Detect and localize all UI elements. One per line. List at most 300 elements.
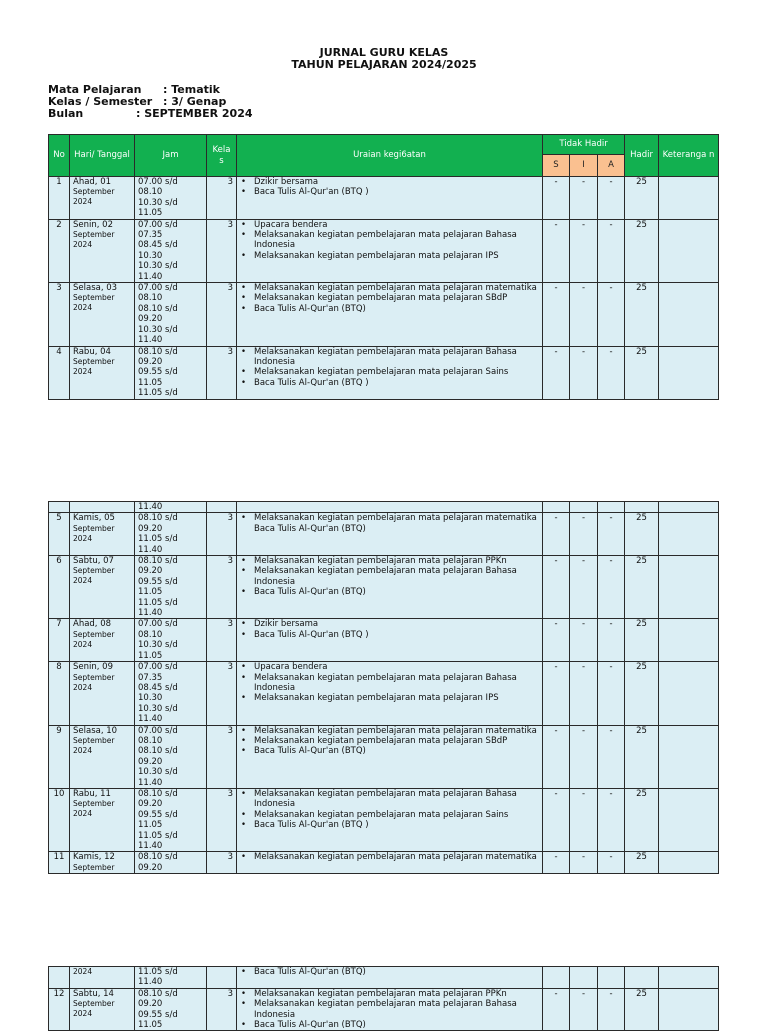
row-absent-a: - bbox=[598, 852, 625, 874]
row-absent-s bbox=[543, 502, 570, 513]
activity-item: Baca Tulis Al-Qur'an (BTQ) bbox=[254, 523, 366, 534]
time-line: 08.10 bbox=[138, 187, 163, 198]
activity-item: • Melaksanakan kegiatan pembelajaran mata pelajaran Bahasa Indonesia bbox=[240, 347, 539, 368]
row-time bbox=[135, 988, 207, 1031]
time-line: 08.10 s/d bbox=[138, 788, 178, 799]
row-day-date bbox=[70, 177, 135, 220]
time-line: 10.30 bbox=[138, 250, 163, 261]
time-line: 09.55 s/d bbox=[138, 367, 178, 378]
time-line: 07.00 s/d bbox=[138, 662, 178, 673]
row-absent-i: - bbox=[570, 725, 598, 788]
row-time bbox=[135, 283, 207, 346]
col-day-date-header: Hari/ Tanggal bbox=[70, 135, 135, 177]
row-day-date bbox=[70, 219, 135, 282]
activity-item: • Dzikir bersama bbox=[240, 619, 539, 629]
col-time-header: Jam bbox=[135, 135, 207, 177]
row-absent-i: - bbox=[570, 556, 598, 619]
row-activities bbox=[237, 852, 543, 874]
activity-list bbox=[240, 789, 539, 831]
journal-title: JURNAL GURU KELAS bbox=[319, 46, 449, 59]
row-day-date bbox=[70, 619, 135, 662]
meta-subject-label: Mata Pelajaran bbox=[48, 83, 142, 96]
time-line: 10.30 s/d bbox=[138, 324, 178, 335]
activity-list bbox=[240, 220, 539, 262]
row-notes bbox=[659, 619, 719, 662]
activity-item: • Melaksanakan kegiatan pembelajaran mata pelajaran Bahasa Indonesia bbox=[240, 789, 539, 810]
row-notes bbox=[659, 219, 719, 282]
row-absent-s: - bbox=[543, 283, 570, 346]
col-no-header: No bbox=[49, 135, 70, 177]
activity-list bbox=[240, 662, 539, 704]
row-month: September bbox=[73, 672, 115, 682]
table-row bbox=[49, 502, 719, 513]
row-notes bbox=[659, 177, 719, 220]
row-absent-s: - bbox=[543, 725, 570, 788]
row-absent-i: - bbox=[570, 852, 598, 874]
row-absent-s: - bbox=[543, 788, 570, 851]
activity-list bbox=[240, 283, 539, 314]
row-day: Selasa, 03 bbox=[73, 283, 118, 294]
school-year-title: TAHUN PELAJARAN 2024/2025 bbox=[291, 58, 477, 71]
activity-item: • Baca Tulis Al-Qur'an (BTQ) bbox=[240, 1020, 539, 1030]
time-line: 10.30 bbox=[138, 693, 163, 704]
row-time bbox=[135, 852, 207, 874]
activity-list bbox=[240, 347, 539, 389]
time-line: 08.10 s/d bbox=[138, 988, 178, 999]
row-day-date bbox=[70, 556, 135, 619]
row-absent-a: - bbox=[598, 662, 625, 725]
row-class: 3 bbox=[207, 788, 237, 851]
row-notes bbox=[659, 788, 719, 851]
row-absent-a bbox=[598, 967, 625, 989]
time-line: 08.10 bbox=[138, 735, 163, 746]
time-line: 09.20 bbox=[138, 799, 163, 810]
activity-item: • Melaksanakan kegiatan pembelajaran mata pelajaran SBdP bbox=[240, 293, 539, 303]
row-day-date bbox=[70, 725, 135, 788]
row-time bbox=[135, 967, 207, 989]
row-class: 3 bbox=[207, 283, 237, 346]
activity-item: • Melaksanakan kegiatan pembelajaran mata pelajaran SBdP bbox=[240, 736, 539, 746]
row-month: September bbox=[73, 735, 115, 745]
activity-item: • Baca Tulis Al-Qur'an (BTQ ) bbox=[240, 630, 539, 640]
row-day-date bbox=[70, 852, 135, 874]
row-day: Selasa, 10 bbox=[73, 725, 118, 736]
row-class bbox=[207, 967, 237, 989]
meta-class-label: Kelas / Semester bbox=[48, 95, 153, 108]
table-row bbox=[49, 283, 719, 346]
row-day-date bbox=[70, 662, 135, 725]
row-number: 9 bbox=[49, 725, 70, 788]
time-line: 07.00 s/d bbox=[138, 283, 178, 294]
meta-class-value: : 3/ Genap bbox=[163, 95, 227, 108]
row-activities bbox=[237, 556, 543, 619]
row-activities bbox=[237, 619, 543, 662]
time-line: 11.05 bbox=[138, 650, 163, 661]
time-line: 10.30 s/d bbox=[138, 703, 178, 714]
time-line: 09.55 s/d bbox=[138, 576, 178, 587]
table-row bbox=[49, 662, 719, 725]
col-absent-a-header: A bbox=[598, 155, 625, 177]
activity-item: • Melaksanakan kegiatan pembelajaran mata pelajaran PPKn bbox=[240, 989, 539, 999]
row-absent-a: - bbox=[598, 177, 625, 220]
activity-item: • Baca Tulis Al-Qur'an (BTQ ) bbox=[240, 378, 539, 388]
time-line: 08.10 bbox=[138, 293, 163, 304]
row-number: 2 bbox=[49, 219, 70, 282]
time-line: 09.20 bbox=[138, 862, 163, 873]
row-absent-s: - bbox=[543, 219, 570, 282]
row-absent-a: - bbox=[598, 219, 625, 282]
row-day-date bbox=[70, 513, 135, 556]
time-line: 08.10 s/d bbox=[138, 746, 178, 757]
journal-table-page-3 bbox=[48, 966, 719, 1031]
row-class: 3 bbox=[207, 346, 237, 399]
activity-item: • Melaksanakan kegiatan pembelajaran mata pelajaran Bahasa Indonesia bbox=[240, 673, 539, 694]
row-number bbox=[49, 502, 70, 513]
time-line: 07.00 s/d bbox=[138, 619, 178, 630]
row-activities bbox=[237, 513, 543, 556]
row-number: 6 bbox=[49, 556, 70, 619]
row-activities bbox=[237, 967, 543, 989]
time-line: 09.20 bbox=[138, 566, 163, 577]
row-year: 2024 bbox=[73, 303, 93, 313]
row-absent-a: - bbox=[598, 513, 625, 556]
row-notes bbox=[659, 502, 719, 513]
time-line: 11.05 bbox=[138, 1020, 163, 1031]
time-line: 07.35 bbox=[138, 672, 163, 683]
row-month: September bbox=[73, 566, 115, 576]
row-year: 2024 bbox=[73, 366, 93, 376]
row-time bbox=[135, 662, 207, 725]
row-day: Ahad, 01 bbox=[73, 177, 112, 187]
row-notes bbox=[659, 662, 719, 725]
row-present-count bbox=[625, 967, 659, 989]
row-number: 7 bbox=[49, 619, 70, 662]
row-activities bbox=[237, 177, 543, 220]
row-day: Sabtu, 14 bbox=[73, 988, 114, 999]
row-absent-s: - bbox=[543, 513, 570, 556]
row-present-count: 25 bbox=[625, 725, 659, 788]
row-activities bbox=[237, 346, 543, 399]
activity-list bbox=[240, 726, 539, 757]
row-number: 1 bbox=[49, 177, 70, 220]
activity-list bbox=[240, 852, 539, 862]
row-number: 12 bbox=[49, 988, 70, 1031]
time-line: 07.00 s/d bbox=[138, 219, 178, 230]
row-absent-i: - bbox=[570, 988, 598, 1031]
row-notes bbox=[659, 725, 719, 788]
row-time bbox=[135, 619, 207, 662]
time-line: 11.40 bbox=[138, 335, 163, 346]
row-class: 3 bbox=[207, 619, 237, 662]
row-absent-s: - bbox=[543, 177, 570, 220]
row-day: Rabu, 11 bbox=[73, 788, 111, 799]
col-class-header: Kela s bbox=[207, 135, 237, 177]
time-line: 10.30 s/d bbox=[138, 261, 178, 272]
row-present-count: 25 bbox=[625, 788, 659, 851]
row-number: 4 bbox=[49, 346, 70, 399]
row-present-count: 25 bbox=[625, 283, 659, 346]
row-time bbox=[135, 556, 207, 619]
row-absent-s: - bbox=[543, 619, 570, 662]
col-permit-header: I bbox=[570, 155, 598, 177]
meta-month-value: : SEPTEMBER 2024 bbox=[136, 107, 253, 120]
row-notes bbox=[659, 967, 719, 989]
activity-item: • Upacara bendera bbox=[240, 220, 539, 230]
time-line: 09.20 bbox=[138, 356, 163, 367]
journal-table-page-2 bbox=[48, 501, 719, 874]
row-absent-s: - bbox=[543, 662, 570, 725]
time-line: 11.40 bbox=[138, 714, 163, 725]
row-absent-i: - bbox=[570, 513, 598, 556]
row-activities bbox=[237, 283, 543, 346]
time-line: 09.55 s/d bbox=[138, 809, 178, 820]
time-line: 07.00 s/d bbox=[138, 177, 178, 187]
table-row bbox=[49, 177, 719, 220]
activity-list bbox=[240, 967, 539, 977]
time-line: 09.20 bbox=[138, 523, 163, 534]
activity-item: • Melaksanakan kegiatan pembelajaran mata pelajaran IPS bbox=[240, 693, 539, 703]
row-absent-i: - bbox=[570, 346, 598, 399]
col-notes-header: Keteranga n bbox=[659, 135, 719, 177]
time-line: 08.45 s/d bbox=[138, 682, 178, 693]
time-line: 11.40 bbox=[138, 271, 163, 282]
activity-item: • Dzikir bersama bbox=[240, 177, 539, 187]
row-present-count: 25 bbox=[625, 556, 659, 619]
row-present-count: 25 bbox=[625, 852, 659, 874]
row-month: September bbox=[73, 523, 115, 533]
row-month: September bbox=[73, 999, 115, 1009]
row-year: 2024 bbox=[73, 533, 93, 543]
time-line: 08.10 s/d bbox=[138, 852, 178, 863]
row-notes bbox=[659, 283, 719, 346]
row-absent-a: - bbox=[598, 988, 625, 1031]
col-absent-header: Tidak Hadir bbox=[543, 135, 625, 155]
row-absent-i bbox=[570, 502, 598, 513]
row-activities bbox=[237, 219, 543, 282]
meta-subject-value: : Tematik bbox=[163, 83, 220, 96]
time-line: 08.10 bbox=[138, 629, 163, 640]
row-notes bbox=[659, 346, 719, 399]
row-absent-a: - bbox=[598, 619, 625, 662]
journal-table-page-1 bbox=[48, 134, 719, 400]
row-absent-i: - bbox=[570, 177, 598, 220]
activity-item: • Baca Tulis Al-Qur'an (BTQ ) bbox=[240, 187, 539, 197]
time-line: 11.05 s/d bbox=[138, 967, 178, 977]
row-day: Kamis, 05 bbox=[73, 513, 115, 524]
row-time bbox=[135, 788, 207, 851]
row-present-count: 25 bbox=[625, 513, 659, 556]
row-month: September bbox=[73, 629, 115, 639]
time-line: 10.30 s/d bbox=[138, 767, 178, 778]
activity-list bbox=[240, 513, 539, 534]
col-present-header: Hadir bbox=[625, 135, 659, 177]
row-absent-s: - bbox=[543, 556, 570, 619]
row-day-date bbox=[70, 283, 135, 346]
row-absent-s bbox=[543, 967, 570, 989]
time-line: 07.35 bbox=[138, 230, 163, 241]
row-notes bbox=[659, 852, 719, 874]
table-row bbox=[49, 513, 719, 556]
row-activities bbox=[237, 725, 543, 788]
row-class: 3 bbox=[207, 513, 237, 556]
row-class bbox=[207, 502, 237, 513]
activity-item: • Melaksanakan kegiatan pembelajaran mata pelajaran matematika bbox=[240, 283, 539, 293]
time-line: 11.40 bbox=[138, 977, 163, 988]
time-line: 08.10 s/d bbox=[138, 556, 178, 567]
row-day: Kamis, 12 bbox=[73, 852, 115, 863]
time-line: 07.00 s/d bbox=[138, 725, 178, 736]
time-line: 09.20 bbox=[138, 999, 163, 1010]
time-line: 11.05 bbox=[138, 208, 163, 219]
time-line: 10.30 s/d bbox=[138, 640, 178, 651]
row-time bbox=[135, 346, 207, 399]
time-line: 11.05 s/d bbox=[138, 388, 178, 399]
activity-item: • Upacara bendera bbox=[240, 662, 539, 672]
activity-list bbox=[240, 556, 539, 598]
activity-item: • Melaksanakan kegiatan pembelajaran mata pelajaran matematika bbox=[240, 852, 539, 862]
row-day: Senin, 09 bbox=[73, 662, 113, 673]
time-line: 11.40 bbox=[138, 841, 163, 851]
activity-item: • Melaksanakan kegiatan pembelajaran mata pelajaran Sains bbox=[240, 367, 539, 377]
row-month: September bbox=[73, 230, 115, 240]
row-absent-a: - bbox=[598, 725, 625, 788]
row-number: 11 bbox=[49, 852, 70, 874]
row-year: 2024 bbox=[73, 745, 93, 755]
row-absent-i: - bbox=[570, 619, 598, 662]
activity-item: • Melaksanakan kegiatan pembelajaran mata pelajaran IPS bbox=[240, 251, 539, 261]
activity-item: • Melaksanakan kegiatan pembelajaran mata pelajaran Bahasa Indonesia bbox=[240, 566, 539, 587]
time-line: 11.40 bbox=[138, 777, 163, 788]
row-present-count bbox=[625, 502, 659, 513]
row-present-count: 25 bbox=[625, 219, 659, 282]
time-line: 11.05 s/d bbox=[138, 534, 178, 545]
row-number: 10 bbox=[49, 788, 70, 851]
row-month: September bbox=[73, 356, 115, 366]
time-line: 09.55 s/d bbox=[138, 1009, 178, 1020]
row-class: 3 bbox=[207, 852, 237, 874]
table-row bbox=[49, 725, 719, 788]
activity-item: • Baca Tulis Al-Qur'an (BTQ) bbox=[240, 587, 539, 597]
row-number: 3 bbox=[49, 283, 70, 346]
row-year: 2024 bbox=[73, 576, 93, 586]
row-class: 3 bbox=[207, 556, 237, 619]
row-time bbox=[135, 502, 207, 513]
row-day-date bbox=[70, 788, 135, 851]
activity-item: • Melaksanakan kegiatan pembelajaran mata pelajaran PPKn bbox=[240, 556, 539, 566]
time-line: 08.10 s/d bbox=[138, 346, 178, 357]
time-line: 11.40 bbox=[138, 502, 163, 512]
row-day-date bbox=[70, 967, 135, 989]
activity-item: • Baca Tulis Al-Qur'an (BTQ) bbox=[240, 746, 539, 756]
row-activities bbox=[237, 788, 543, 851]
col-activity-header: Uraian kegi6atan bbox=[237, 135, 543, 177]
row-activities bbox=[237, 502, 543, 513]
row-number: 5 bbox=[49, 513, 70, 556]
row-present-count: 25 bbox=[625, 346, 659, 399]
table-row bbox=[49, 619, 719, 662]
row-class: 3 bbox=[207, 177, 237, 220]
row-year: 2024 bbox=[73, 809, 93, 819]
table-row bbox=[49, 219, 719, 282]
row-absent-a: - bbox=[598, 346, 625, 399]
row-absent-i: - bbox=[570, 788, 598, 851]
time-line: 08.10 s/d bbox=[138, 513, 178, 524]
time-line: 10.30 s/d bbox=[138, 197, 178, 208]
row-present-count: 25 bbox=[625, 177, 659, 220]
row-class: 3 bbox=[207, 662, 237, 725]
row-absent-i: - bbox=[570, 219, 598, 282]
row-absent-a: - bbox=[598, 788, 625, 851]
time-line: 11.05 s/d bbox=[138, 830, 178, 841]
time-line: 11.05 bbox=[138, 820, 163, 831]
row-month: September bbox=[73, 799, 115, 809]
activity-list bbox=[240, 177, 539, 198]
row-time bbox=[135, 219, 207, 282]
time-line: 08.10 s/d bbox=[138, 303, 178, 314]
row-year: 2024 bbox=[73, 1009, 93, 1019]
row-year: 2024 bbox=[73, 967, 93, 976]
row-number: 8 bbox=[49, 662, 70, 725]
row-year: 2024 bbox=[73, 682, 93, 692]
table-row bbox=[49, 852, 719, 874]
row-absent-a: - bbox=[598, 556, 625, 619]
activity-item: • Melaksanakan kegiatan pembelajaran mata pelajaran Sains bbox=[240, 810, 539, 820]
row-class: 3 bbox=[207, 988, 237, 1031]
row-month: September bbox=[73, 862, 115, 872]
time-line: 11.05 s/d bbox=[138, 597, 178, 608]
row-day: Ahad, 08 bbox=[73, 619, 112, 630]
time-line: 11.05 bbox=[138, 587, 163, 598]
row-present-count: 25 bbox=[625, 662, 659, 725]
row-time bbox=[135, 177, 207, 220]
row-absent-a bbox=[598, 502, 625, 513]
row-notes bbox=[659, 556, 719, 619]
row-notes bbox=[659, 513, 719, 556]
row-number bbox=[49, 967, 70, 989]
activity-item: • Melaksanakan kegiatan pembelajaran mata pelajaran matematika bbox=[240, 513, 539, 523]
activity-list bbox=[240, 619, 539, 640]
row-year: 2024 bbox=[73, 639, 93, 649]
activity-item: • Melaksanakan kegiatan pembelajaran mata pelajaran Bahasa Indonesia bbox=[240, 230, 539, 251]
row-absent-s: - bbox=[543, 346, 570, 399]
row-year: 2024 bbox=[73, 240, 93, 250]
row-day-date bbox=[70, 502, 135, 513]
time-line: 09.20 bbox=[138, 314, 163, 325]
row-present-count: 25 bbox=[625, 988, 659, 1031]
row-activities bbox=[237, 662, 543, 725]
row-absent-i: - bbox=[570, 662, 598, 725]
row-notes bbox=[659, 988, 719, 1031]
row-day-date bbox=[70, 988, 135, 1031]
row-present-count: 25 bbox=[625, 619, 659, 662]
table-row bbox=[49, 788, 719, 851]
row-day: Senin, 02 bbox=[73, 219, 113, 230]
time-line: 08.45 s/d bbox=[138, 240, 178, 251]
row-absent-s: - bbox=[543, 988, 570, 1031]
table-row bbox=[49, 967, 719, 989]
row-month: September bbox=[73, 293, 115, 303]
col-sick-header: S bbox=[543, 155, 570, 177]
row-absent-s: - bbox=[543, 852, 570, 874]
time-line: 09.20 bbox=[138, 756, 163, 767]
activity-item: • Melaksanakan kegiatan pembelajaran mata pelajaran matematika bbox=[240, 726, 539, 736]
row-day: Rabu, 04 bbox=[73, 346, 111, 357]
activity-list bbox=[240, 989, 539, 1031]
row-day: Sabtu, 07 bbox=[73, 556, 114, 567]
row-month: September bbox=[73, 187, 115, 197]
meta-month-label: Bulan bbox=[48, 107, 84, 120]
row-year: 2024 bbox=[73, 197, 93, 207]
